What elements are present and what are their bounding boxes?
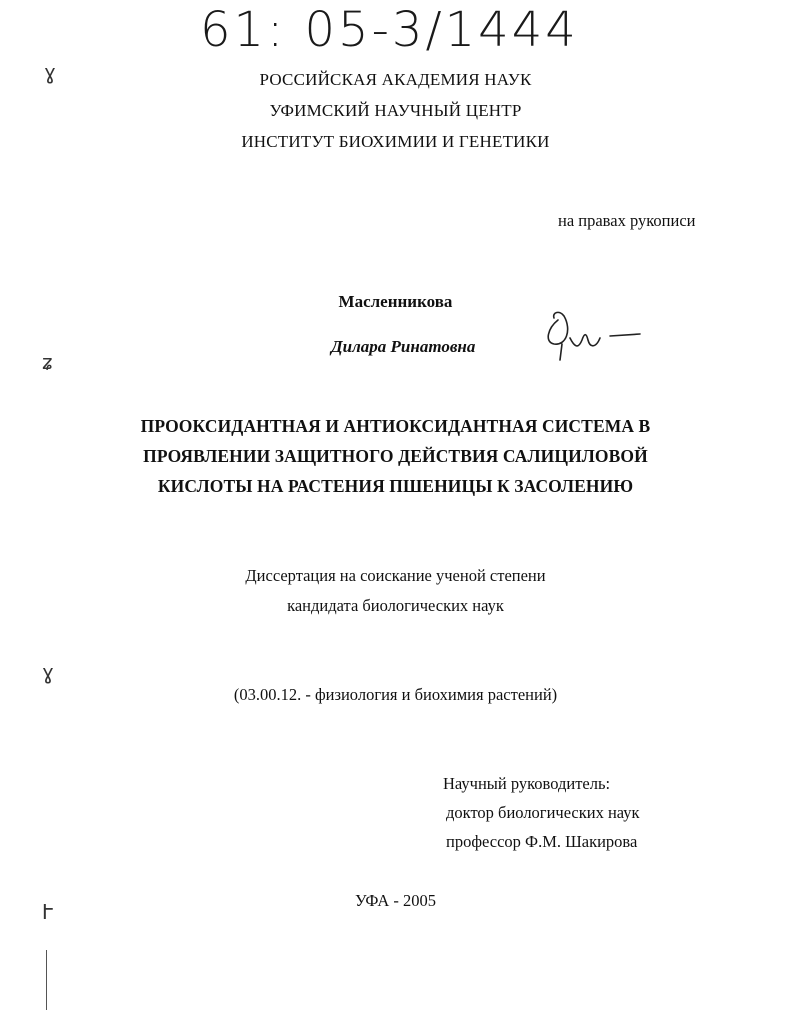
title-line-1: ПРООКСИДАНТНАЯ И АНТИОКСИДАНТНАЯ СИСТЕМА В [140,416,651,436]
supervisor-name: профессор Ф.М. Шакирова [446,832,638,851]
author-signature [540,300,650,370]
degree-line-1: Диссертация на соискание ученой степени [245,566,546,585]
author-given-names: Дилара Ринатовна [331,337,476,356]
margin-mark: Ւ [42,900,53,924]
signature-drawing [540,300,650,370]
supervisor-label: Научный руководитель: [443,774,611,793]
supervisor-degree: доктор биологических наук [446,803,640,822]
specialty: (03.00.12. - физиология и биохимия растений) [233,685,558,704]
institution-line-3: ИНСТИТУТ БИОХИМИИ И ГЕНЕТИКИ [241,132,550,151]
margin-mark: ɣ [44,60,56,84]
margin-mark: ɣ [42,660,54,684]
archive-number: 61: 05-3/1444 [200,2,579,58]
author-surname: Масленникова [338,292,453,311]
margin-line [46,950,47,1010]
title-line-3: КИСЛОТЫ НА РАСТЕНИЯ ПШЕНИЦЫ К ЗАСОЛЕНИЮ [157,476,634,496]
institution-line-2: УФИМСКИЙ НАУЧНЫЙ ЦЕНТР [269,101,522,120]
title-line-2: ПРОЯВЛЕНИИ ЗАЩИТНОГО ДЕЙСТВИЯ САЛИЦИЛОВОЙ [143,446,648,466]
city-year: УФА - 2005 [354,891,437,910]
rights-note: на правах рукописи [558,211,696,230]
institution-line-1: РОССИЙСКАЯ АКАДЕМИЯ НАУК [259,70,532,89]
degree-line-2: кандидата биологических наук [287,596,504,615]
margin-mark: ʑ [42,350,53,374]
